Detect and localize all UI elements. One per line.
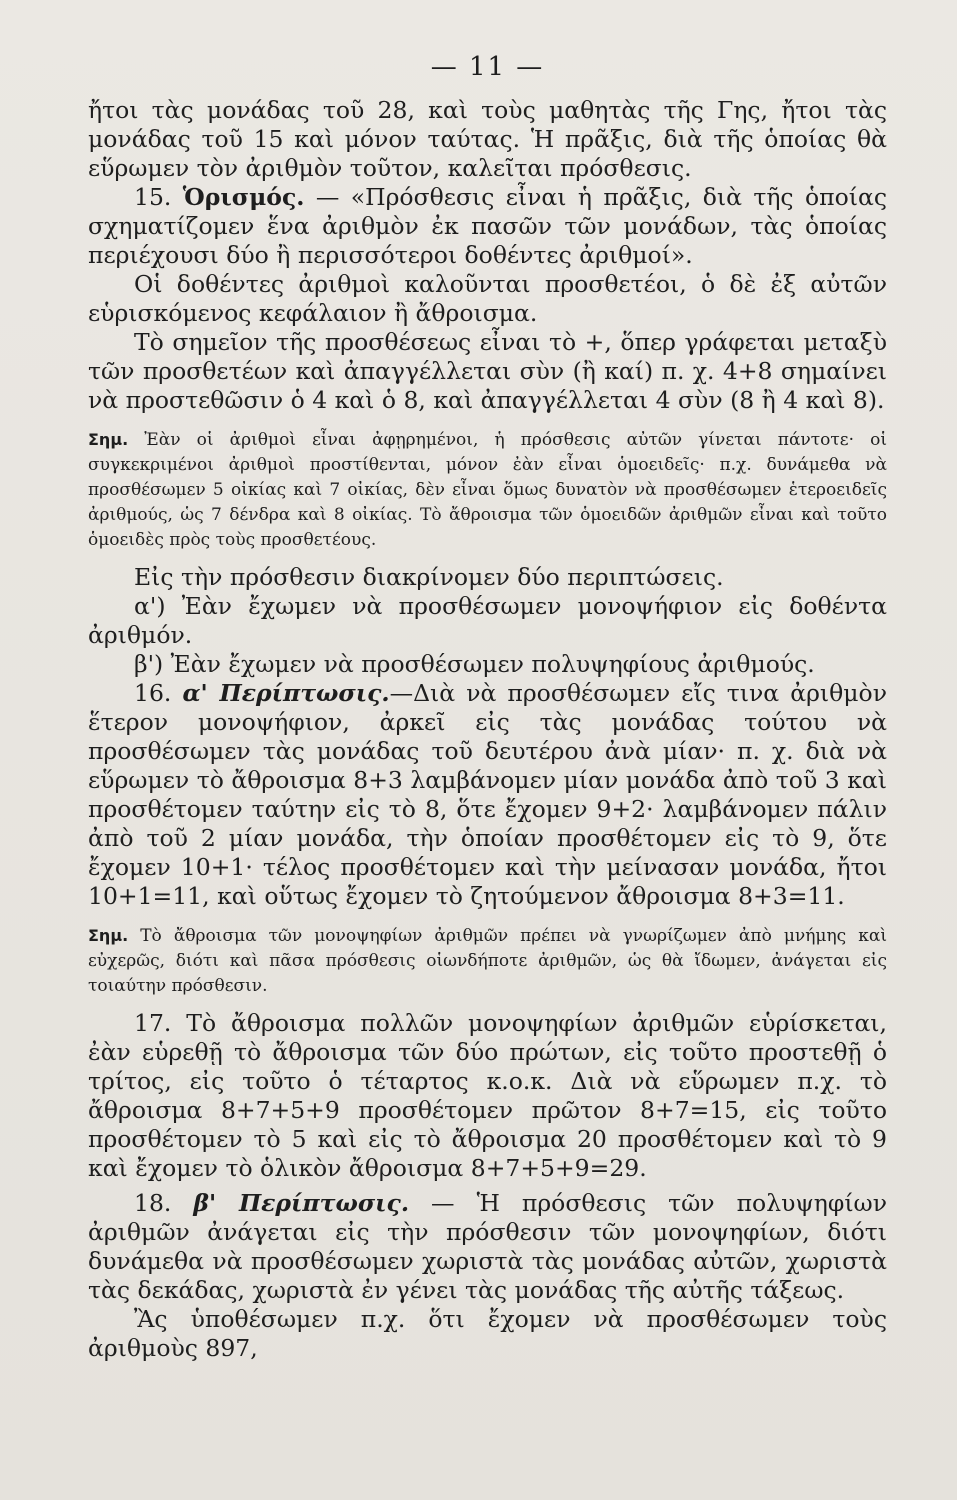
section-16-text: —Διὰ νὰ προσθέσωμεν εἴς τινα ἀριθμὸν ἕτερον μονοψήφιον, ἀρκεῖ εἰς τὰς μονάδας τούτου νὰ προσθέσωμεν τὰς μονάδας τοῦ δευτέρου ἀνὰ μίαν· π. χ. διὰ νὰ εὕρωμεν τὸ ἄθροισμα 8+3 λαμβάνομεν μίαν μονάδα ἀπὸ τοῦ 3 καὶ προσθέτομεν ταύτην εἰς τὸ 8, ὅτε ἔχομεν 9+2· λαμβάνομεν πάλιν ἀπὸ τοῦ 2 μίαν μονάδα, τὴν ὁποίαν προσθέτομεν εἰς τὸ 9, ὅτε ἔχομεν 10+1· τέλος προσθέτομεν καὶ τὴν μείνασαν μονάδα, ἤτοι 10+1=11, καὶ οὕτως ἔχομεν τὸ ζητούμενον ἄθροισμα 8+3=11. bbox=[88, 679, 887, 910]
section-16-term: α' Περίπτωσις. bbox=[182, 679, 390, 707]
note-1-label: Σημ. bbox=[88, 430, 129, 449]
addends-paragraph: Οἱ δοθέντες ἀριθμοὶ καλοῦνται προσθετέοι, ὁ δὲ ἐξ αὐτῶν εὑρισκόμενος κεφάλαιον ἢ ἄθροισμα. bbox=[88, 270, 887, 327]
section-16-number: 16. bbox=[134, 679, 172, 707]
case-b: β') Ἐὰν ἔχωμεν νὰ προσθέσωμεν πολυψηφίους ἀριθμούς. bbox=[134, 650, 815, 678]
section-18-term: β' Περίπτωσις. bbox=[193, 1189, 410, 1217]
section-18-text: — Ἡ πρόσθεσις τῶν πολυψηφίων ἀριθμῶν ἀνάγεται εἰς τὴν πρόσθεσιν τῶν μονοψηφίων, διότι δυνάμεθα νὰ προσθέσωμεν χωριστὰ τὰς μονάδας αὐτῶν, χωριστὰ τὰς δεκάδας, χωριστὰ ἐν γένει τὰς μονάδας τῆς αὐτῆς τάξεως. bbox=[88, 1189, 887, 1304]
section-15-number: 15. bbox=[134, 183, 172, 211]
note-2-label: Σημ. bbox=[88, 926, 129, 945]
section-17-text: Τὸ ἄθροισμα πολλῶν μονοψηφίων ἀριθμῶν εὑρίσκεται, ἐὰν εὑρεθῇ τὸ ἄθροισμα τῶν δύο πρώτων, εἰς τοῦτο προστεθῇ ὁ τρίτος, εἰς τοῦτο ὁ τέταρτος κ.ο.κ. Διὰ νὰ εὕρωμεν π.χ. τὸ ἄθροισμα 8+7+5+9 προσθέτομεν πρῶτον 8+7=15, εἰς τοῦτο προσθέτομεν τὸ 5 καὶ εἰς τὸ ἄθροισμα 20 προσθέτομεν καὶ τὸ 9 καὶ ἔχομεν τὸ ὁλικὸν ἄθροισμα 8+7+5+9=29. bbox=[88, 1009, 887, 1182]
note-1-text: Ἐὰν οἱ ἀριθμοὶ εἶναι ἀφῃρημένοι, ἡ πρόσθεσις αὐτῶν γίνεται πάντοτε· οἱ συγκεκριμένοι ἀριθμοὶ προστίθενται, μόνον ἐὰν εἶναι ὁμοειδεῖς· π.χ. δυνάμεθα νὰ προσθέσωμεν 5 οἰκίας καὶ 7 οἰκίας, δὲν εἶναι ὅμως δυνατὸν νὰ προσθέσωμεν ἑτεροειδεῖς ἀριθμούς, ὡς 7 δένδρα καὶ 8 οἰκίας. Τὸ ἄθροισμα τῶν ὁμοειδῶν ἀριθμῶν εἶναι καὶ τοῦτο ὁμοειδὲς πρὸς τοὺς προσθετέους. bbox=[88, 430, 887, 550]
intro-paragraph: ἤτοι τὰς μονάδας τοῦ 28, καὶ τοὺς μαθητὰς τῆς Γης, ἤτοι τὰς μονάδας τοῦ 15 καὶ μόνον ταύτας. Ἡ πρᾶξις, διὰ τῆς ὁποίας θὰ εὕρωμεν τὸν ἀριθμὸν τοῦτον, καλεῖται πρόσθεσις. bbox=[88, 96, 887, 182]
section-15-text: — «Πρόσθεσις εἶναι ἡ πρᾶξις, διὰ τῆς ὁποίας σχηματίζομεν ἕνα ἀριθμὸν ἐκ πασῶν τῶν μονάδων, τὰς ὁποίας περιέχουσι δύο ἢ περισσότεροι δοθέντες ἀριθμοί». bbox=[88, 183, 887, 269]
last-paragraph: Ἂς ὑποθέσωμεν π.χ. ὅτι ἔχομεν νὰ προσθέσωμεν τοὺς ἀριθμοὺς 897, bbox=[88, 1305, 887, 1362]
section-17-number: 17. bbox=[134, 1009, 172, 1037]
case-a: α') Ἐὰν ἔχωμεν νὰ προσθέσωμεν μονοψήφιον εἰς δοθέντα ἀριθμόν. bbox=[88, 592, 887, 649]
section-18 bbox=[88, 1189, 887, 1305]
note-2 bbox=[88, 923, 887, 999]
note-1 bbox=[88, 427, 887, 553]
section-15-term: Ὁρισμός. bbox=[182, 183, 305, 211]
section-15-definition bbox=[88, 183, 887, 270]
page-number: — 11 — bbox=[430, 52, 545, 82]
plus-sign-paragraph: Τὸ σημεῖον τῆς προσθέσεως εἶναι τὸ +, ὅπερ γράφεται μεταξὺ τῶν προσθετέων καὶ ἀπαγγέλλεται σὺν (ἢ καί) π. χ. 4+8 σημαίνει νὰ προστεθῶσιν ὁ 4 καὶ ὁ 8, καὶ ἀπαγγέλλεται 4 σὺν (8 ἢ 4 καὶ 8). bbox=[88, 328, 887, 414]
section-16 bbox=[88, 679, 887, 911]
cases-intro: Εἰς τὴν πρόσθεσιν διακρίνομεν δύο περιπτώσεις. bbox=[134, 563, 724, 591]
section-17 bbox=[88, 1009, 887, 1183]
note-2-text: Τὸ ἄθροισμα τῶν μονοψηφίων ἀριθμῶν πρέπει νὰ γνωρίζωμεν ἀπὸ μνήμης καὶ εὐχερῶς, διότι καὶ πᾶσα πρόσθεσις οἱωνδήποτε ἀριθμῶν, ὡς θὰ ἴδωμεν, ἀνάγεται εἰς τοιαύτην πρόσθεσιν. bbox=[88, 926, 887, 996]
section-18-number: 18. bbox=[134, 1189, 172, 1217]
